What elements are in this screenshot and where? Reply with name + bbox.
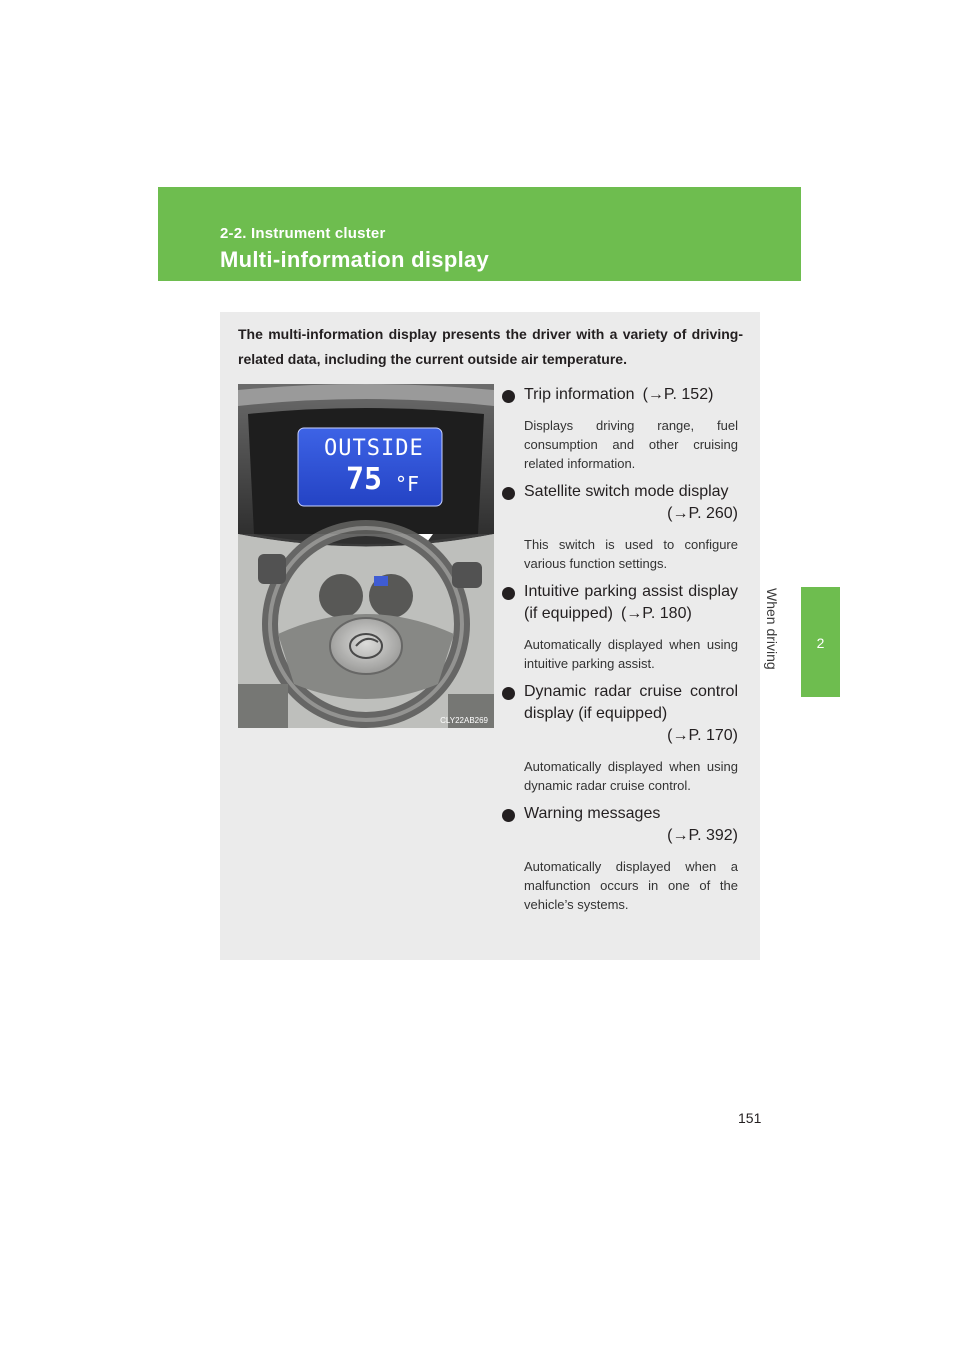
list-item <box>502 803 738 914</box>
bullet-icon <box>502 809 515 822</box>
list-item <box>502 481 738 573</box>
item-description: This switch is used to configure various function settings. <box>524 537 738 571</box>
item-description: Automatically displayed when using dynamic radar cruise control. <box>524 759 738 793</box>
page-reference: (→P. 180) <box>620 605 692 622</box>
bullet-icon <box>502 687 515 700</box>
feature-list <box>502 384 738 922</box>
lcd-temperature-unit: °F <box>395 472 420 496</box>
item-title: Satellite switch mode display <box>524 483 729 500</box>
chapter-name: When driving <box>764 588 780 670</box>
item-description: Displays driving range, fuel consumption and other cruising related information. <box>524 418 738 471</box>
figure-code: CLY22AB269 <box>440 716 488 725</box>
item-title: Dynamic radar cruise control display (if equipped) <box>524 683 738 722</box>
lcd-text-line1: OUTSIDE <box>324 436 424 461</box>
chapter-side-tab <box>801 187 840 907</box>
lcd-temperature-value: 75 <box>346 462 383 497</box>
item-description: Automatically displayed when a malfunction occurs in one of the vehicle’s systems. <box>524 859 738 912</box>
chapter-number: 2 <box>816 635 825 651</box>
bullet-icon <box>502 390 515 403</box>
item-description: Automatically displayed when using intuitive parking assist. <box>524 637 738 671</box>
page-title: Multi-information display <box>220 247 490 272</box>
item-title: Intuitive parking assist display (if equipped) <box>524 583 738 622</box>
list-item <box>502 384 738 473</box>
list-item <box>502 581 738 673</box>
bullet-icon <box>502 487 515 500</box>
intro-text: The multi-information display presents the driver with a variety of driving-related data, including the current outside air temperature. <box>238 326 743 367</box>
page-reference: (→P. 260) <box>667 505 738 522</box>
bullet-icon <box>502 587 515 600</box>
item-title: Warning messages <box>524 805 661 822</box>
item-title: Trip information <box>524 386 635 403</box>
page-reference: (→P. 152) <box>642 386 714 403</box>
instrument-cluster-figure <box>238 384 494 728</box>
page-number: 151 <box>738 1110 762 1126</box>
list-item <box>502 681 738 795</box>
page-reference: (→P. 170) <box>667 727 738 744</box>
content-panel <box>220 312 760 960</box>
section-label: 2-2. Instrument cluster <box>220 225 386 242</box>
section-header <box>158 187 801 281</box>
page-reference: (→P. 392) <box>667 827 738 844</box>
